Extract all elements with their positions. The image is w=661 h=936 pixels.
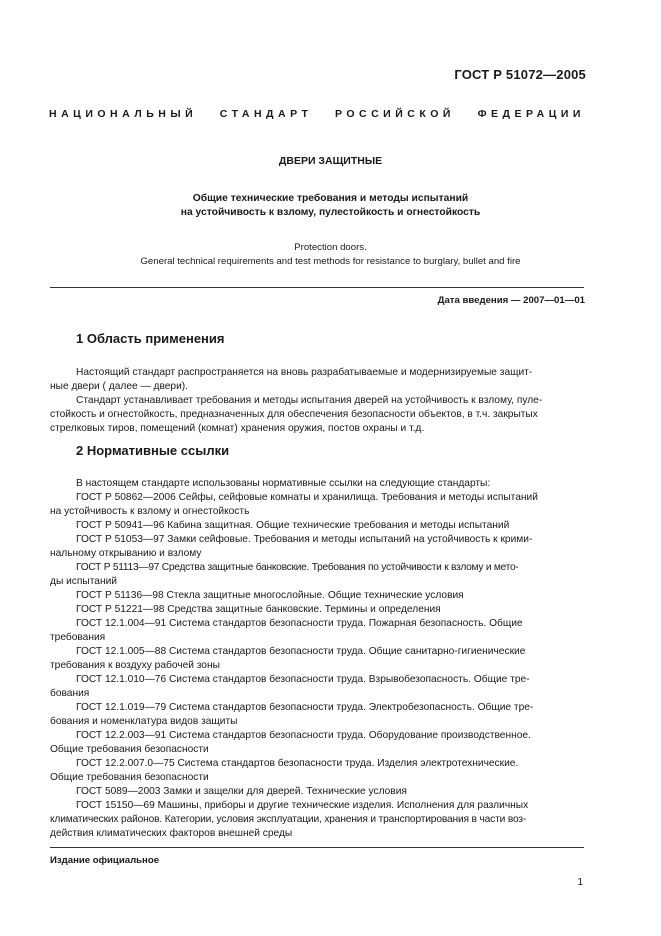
paragraph-line: ные двери ( далее — двери). [50, 381, 188, 392]
reference-line: ГОСТ 12.1.010—76 Система стандартов безопасности труда. Взрывобезопасность. Общие тре- [76, 674, 530, 685]
reference-line: ГОСТ Р 50862—2006 Сейфы, сейфовые комнаты и хранилища. Требования и методы испытаний [76, 492, 538, 503]
subtitle-line: на устойчивость к взлому, пулестойкость и огнестойкость [180, 207, 481, 218]
reference-line: ГОСТ Р 51221—98 Средства защитные банковские. Термины и определения [76, 604, 441, 615]
banner-word: СТАНДАРТ [219, 108, 313, 120]
reference-line: бования [50, 688, 90, 699]
paragraph-line: Настоящий стандарт распространяется на вновь разрабатываемые и модернизируемые защит- [76, 367, 533, 378]
reference-line: Общие требования безопасности [50, 744, 209, 755]
official-edition-label: Издание официальное [50, 855, 160, 866]
paragraph-line: стойкость и огнестойкость, предназначенных для обеспечения безопасности объектов, в т.ч. закрытых [50, 409, 538, 420]
reference-line: В настоящем стандарте использованы нормативные ссылки на следующие стандарты: [76, 478, 491, 489]
reference-line: ГОСТ Р 51053—97 Замки сейфовые. Требования и методы испытаний на устойчивость к крими- [76, 534, 533, 545]
page-number: 1 [577, 877, 583, 888]
reference-line: Общие требования безопасности [50, 772, 209, 783]
standard-title: ДВЕРИ ЗАЩИТНЫЕ [278, 155, 383, 167]
reference-line: ды испытаний [50, 576, 117, 587]
section-heading-references: 2 Нормативные ссылки [76, 443, 230, 458]
banner-word: РОССИЙСКОЙ [334, 108, 455, 120]
reference-line: ГОСТ 12.1.019—79 Система стандартов безопасности труда. Электробезопасность. Общие тре- [76, 702, 534, 713]
reference-line: требования к воздуху рабочей зоны [50, 660, 220, 671]
reference-line: бования и номенклатура видов защиты [50, 716, 238, 727]
subtitle-line: Общие технические требования и методы испытаний [192, 193, 469, 204]
reference-line: требования [50, 632, 106, 643]
paragraph-line: стрелковых тиров, помещений (комнат) хранения оружия, постов охраны и т.д. [50, 423, 425, 434]
reference-line: ГОСТ Р 50941—96 Кабина защитная. Общие технические требования и методы испытаний [76, 520, 510, 531]
english-title-line: Protection doors. [294, 242, 367, 253]
reference-line: ГОСТ Р 51113—97 Средства защитные банковские. Требования по устойчивости к взлому и мето- [76, 562, 519, 573]
divider [50, 847, 584, 848]
reference-line: ГОСТ 12.1.004—91 Система стандартов безопасности труда. Пожарная безопасность. Общие [76, 618, 523, 629]
reference-line: ГОСТ 12.2.003—91 Система стандартов безопасности труда. Оборудование производственное. [76, 730, 531, 741]
reference-line: ГОСТ Р 51136—98 Стекла защитные многослойные. Общие технические условия [76, 590, 464, 601]
english-title-line: General technical requirements and test methods for resistance to burglary, bullet and fire [140, 256, 521, 267]
document-code: ГОСТ Р 51072—2005 [454, 67, 586, 82]
banner-word: НАЦИОНАЛЬНЫЙ [49, 108, 198, 120]
reference-line: ГОСТ 5089—2003 Замки и защелки для дверей. Технические условия [76, 786, 407, 797]
banner-word: ФЕДЕРАЦИИ [477, 108, 585, 120]
reference-line: ГОСТ 15150—69 Машины, приборы и другие технические изделия. Исполнения для различных [76, 800, 529, 811]
reference-line: действия климатических факторов внешней среды [50, 828, 293, 839]
paragraph-line: Стандарт устанавливает требования и методы испытания дверей на устойчивость к взлому, пуле- [76, 395, 543, 406]
reference-line: ГОСТ 12.1.005—88 Система стандартов безопасности труда. Общие санитарно-гигиенические [76, 646, 526, 657]
introduction-date: Дата введения — 2007—01—01 [437, 295, 585, 306]
reference-line: климатических районов. Категории, условия эксплуатации, хранения и транспортирования в части воз- [50, 814, 527, 825]
reference-line: на устойчивость к взлому и огнестойкость [50, 506, 250, 517]
section-heading-scope: 1 Область применения [76, 331, 225, 346]
reference-line: ГОСТ 12.2.007.0—75 Система стандартов безопасности труда. Изделия электротехнические. [76, 758, 519, 769]
reference-line: нальному открыванию и взлому [50, 548, 202, 559]
divider [50, 287, 584, 288]
national-standard-banner [49, 108, 585, 120]
